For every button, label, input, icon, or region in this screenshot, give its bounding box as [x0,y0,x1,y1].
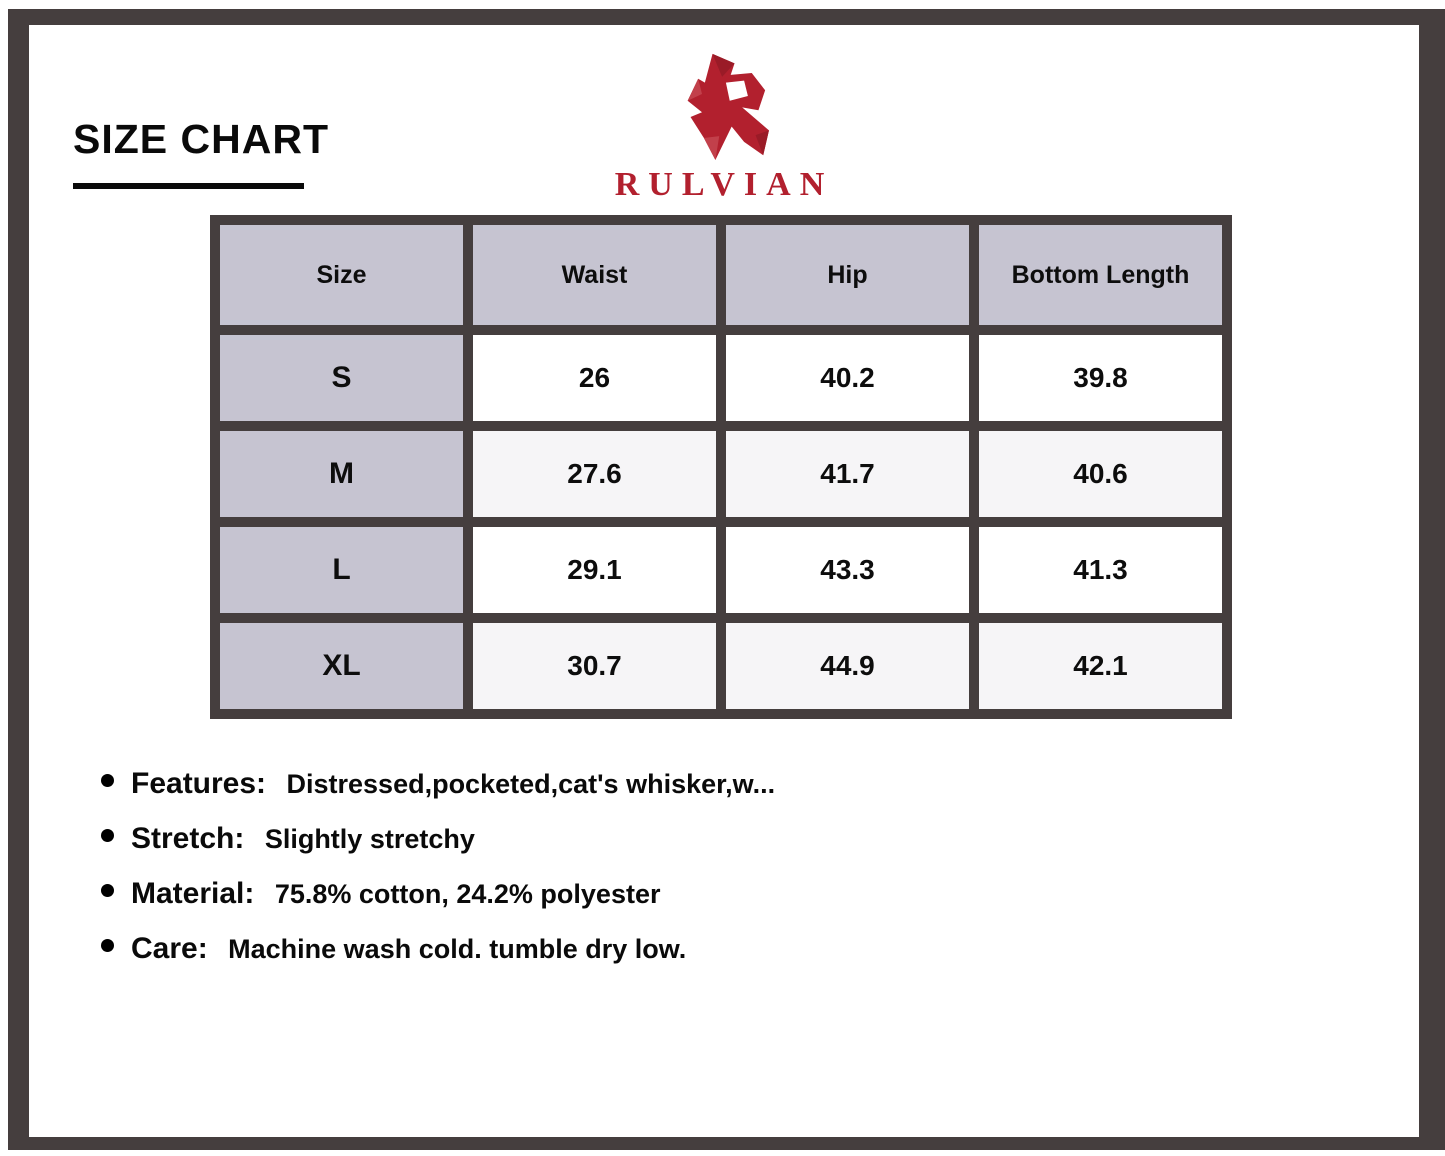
cell-waist: 27.6 [473,431,716,517]
cell-bottom-length: 40.6 [979,431,1222,517]
size-table-header [220,225,1222,325]
size-table [210,215,1232,719]
page-title: SIZE CHART [73,116,329,162]
size-table-body [220,335,1222,709]
content-area [29,25,1419,1137]
cell-bottom-length: 41.3 [979,527,1222,613]
cell-bottom-length: 39.8 [979,335,1222,421]
col-header-size: Size [220,225,463,325]
detail-label: Stretch: [131,822,245,855]
brand-name: RULVIAN [614,166,834,203]
row-label-size: S [220,335,463,421]
rulvian-monogram-icon [676,51,772,161]
product-details-list [95,765,775,985]
bullet-icon [101,774,114,787]
col-header-waist: Waist [473,225,716,325]
detail-value: Machine wash cold. tumble dry low. [228,934,687,964]
cell-waist: 29.1 [473,527,716,613]
cell-bottom-length: 42.1 [979,623,1222,709]
detail-label: Material: [131,877,255,910]
cell-hip: 40.2 [726,335,969,421]
header-row [220,225,1222,325]
row-label-size: L [220,527,463,613]
cell-waist: 26 [473,335,716,421]
detail-value: Distressed,pocketed,cat's whisker,w... [286,769,776,799]
cell-waist: 30.7 [473,623,716,709]
bullet-icon [101,884,114,897]
bullet-icon [101,939,114,952]
col-header-bottom-length: Bottom Length [979,225,1222,325]
detail-value: Slightly stretchy [264,824,475,854]
detail-label: Care: [131,932,208,965]
table-row-m [220,431,1222,517]
table-row-l [220,527,1222,613]
bullet-icon [101,829,114,842]
outer-frame [8,9,1445,1150]
brand-logo [29,51,1419,204]
cell-hip: 41.7 [726,431,969,517]
col-header-hip: Hip [726,225,969,325]
cell-hip: 44.9 [726,623,969,709]
row-label-size: XL [220,623,463,709]
detail-item-material [95,875,775,918]
table-row-s [220,335,1222,421]
row-label-size: M [220,431,463,517]
table-row-xl [220,623,1222,709]
detail-item-features [95,765,775,808]
detail-item-stretch [95,820,775,863]
detail-item-care [95,930,775,973]
detail-label: Features: [131,767,267,800]
cell-hip: 43.3 [726,527,969,613]
detail-value: 75.8% cotton, 24.2% polyester [274,879,661,909]
